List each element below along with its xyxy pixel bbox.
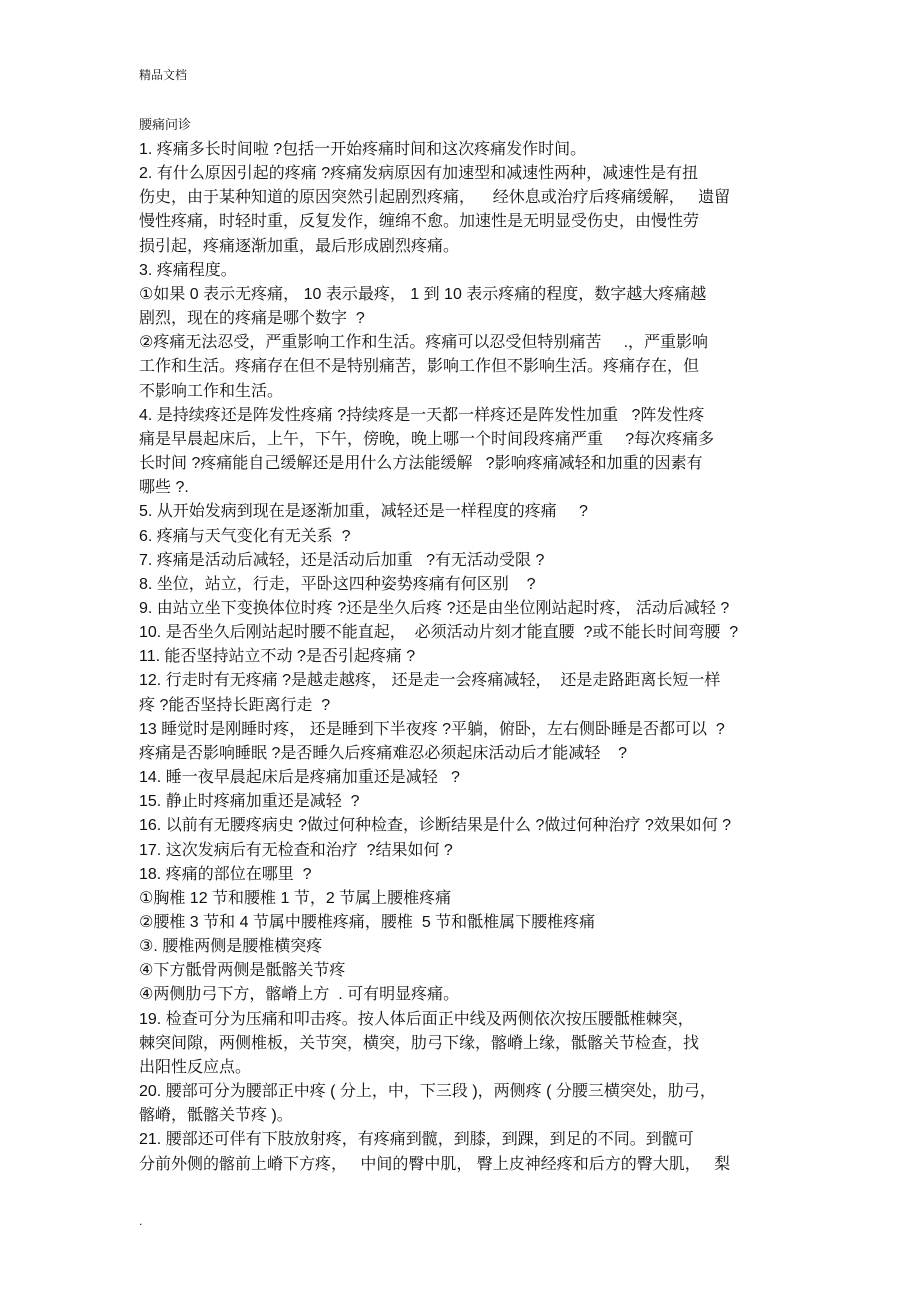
text-line: 13 睡觉时是刚睡时疼， 还是睡到下半夜疼 ?平躺，俯卧，左右侧卧睡是否都可以 ? xyxy=(139,720,725,738)
text-line: 9. 由站立坐下变换体位时疼 ?还是坐久后疼 ?还是由坐位刚站起时疼， 活动后减轻 ? xyxy=(139,599,730,617)
text-line: 不影响工作和生活。 xyxy=(139,382,284,400)
text-line: 剧烈，现在的疼痛是哪个数字 ? xyxy=(139,310,365,328)
text-line: 1. 疼痛多长时间啦 ?包括一开始疼痛时间和这次疼痛发作时间。 xyxy=(139,141,587,158)
page-header: 精品文档 xyxy=(139,68,188,82)
text-line: 21. 腰部还可伴有下肢放射疼，有疼痛到髋，到膝，到踝，到足的不同。到髋可 xyxy=(139,1131,694,1149)
text-line: 18. 疼痛的部位在哪里 ? xyxy=(139,865,312,883)
text-line: 14. 睡一夜早晨起床后是疼痛加重还是减轻 ? xyxy=(139,769,460,787)
text-line: 长时间 ?疼痛能自己缓解还是用什么方法能缓解 ?影响疼痛减轻和加重的因素有 xyxy=(139,455,703,473)
text-line: 8. 坐位，站立，行走，平卧这四种姿势疼痛有何区别 ? xyxy=(139,575,536,593)
text-line: 疼痛是否影响睡眠 ?是否睡久后疼痛难忍必须起床活动后才能减轻 ? xyxy=(139,744,628,762)
text-line: ①如果 0 表示无疼痛， 10 表示最疼， 1 到 10 表示疼痛的程度，数字越大疼痛越 xyxy=(139,285,707,303)
text-line: 19. 检查可分为压痛和叩击疼。按人体后面正中线及两侧依次按压腰骶椎棘突， xyxy=(139,1010,694,1028)
text-line: 10. 是否坐久后刚站起时腰不能直起， 必须活动片刻才能直腰 ?或不能长时间弯腰 ? xyxy=(139,624,739,642)
text-line: 12. 行走时有无疼痛 ?是越走越疼， 还是走一会疼痛减轻， 还是走路距离长短一样 xyxy=(139,672,721,690)
text-line: 棘突间隙，两侧椎板，关节突，横突，肋弓下缘，髂嵴上缘，骶髂关节检查，找 xyxy=(139,1034,700,1052)
text-line: 慢性疼痛，时轻时重，反复发作，缠绵不愈。加速性是无明显受伤史，由慢性劳 xyxy=(139,213,700,231)
text-line: 工作和生活。疼痛存在但不是特别痛苦，影响工作但不影响生活。疼痛存在，但 xyxy=(139,358,700,376)
text-line: ②腰椎 3 节和 4 节属中腰椎疼痛，腰椎 5 节和骶椎属下腰椎疼痛 xyxy=(139,914,596,931)
text-line: 痛是早晨起床后，上午，下午，傍晚，晚上哪一个时间段疼痛严重 ?每次疼痛多 xyxy=(139,430,715,448)
text-line: 损引起，疼痛逐渐加重，最后形成剧烈疼痛。 xyxy=(139,237,460,255)
text-line: ③. 腰椎两侧是腰椎横突疼 xyxy=(139,938,323,956)
text-line: 3. 疼痛程度。 xyxy=(139,261,237,279)
text-line: 16. 以前有无腰疼病史 ?做过何种检查，诊断结果是什么 ?做过何种治疗 ?效果如何 ? xyxy=(139,817,732,835)
text-line: 20. 腰部可分为腰部正中疼 ( 分上，中，下三段 )，两侧疼 ( 分腰三横突处，肋弓， xyxy=(139,1083,716,1101)
text-line: 17. 这次发病后有无检查和治疗 ?结果如何 ? xyxy=(139,841,453,859)
page-footer-mark: . xyxy=(139,1214,143,1228)
text-line: 15. 静止时疼痛加重还是减轻 ? xyxy=(139,793,360,811)
text-line: 7. 疼痛是活动后减轻，还是活动后加重 ?有无活动受限 ? xyxy=(139,551,545,569)
text-line: ①胸椎 12 节和腰椎 1 节，2 节属上腰椎疼痛 xyxy=(139,889,452,907)
text-line: 11. 能否坚持站立不动 ?是否引起疼痛 ? xyxy=(139,648,416,666)
text-line: 疼 ?能否坚持长距离行走 ? xyxy=(139,696,331,714)
text-line: ②疼痛无法忍受，严重影响工作和生活。疼痛可以忍受但特别痛苦 .，严重影响 xyxy=(139,334,709,352)
text-line: 4. 是持续疼还是阵发性疼痛 ?持续疼是一天都一样疼还是阵发性加重 ?阵发性疼 xyxy=(139,406,705,424)
text-line: 髂嵴，骶髂关节疼 )。 xyxy=(139,1107,293,1125)
text-line: 哪些 ?. xyxy=(139,479,189,497)
text-line: 分前外侧的髂前上嵴下方疼， 中间的臀中肌， 臀上皮神经疼和后方的臀大肌， 梨 xyxy=(139,1155,731,1173)
text-line: ④两侧肋弓下方，髂嵴上方 . 可有明显疼痛。 xyxy=(139,986,460,1004)
text-line: 6. 疼痛与天气变化有无关系 ? xyxy=(139,527,351,545)
document-title: 腰痛问诊 xyxy=(139,117,192,132)
text-line: 伤史，由于某种知道的原因突然引起剧烈疼痛， 经休息或治疗后疼痛缓解， 遗留 xyxy=(139,189,731,207)
text-line: 2. 有什么原因引起的疼痛 ?疼痛发病原因有加速型和减速性两种，减速性是有扭 xyxy=(139,165,699,183)
text-line: 5. 从开始发病到现在是逐渐加重，减轻还是一样程度的疼痛 ? xyxy=(139,503,588,521)
document-body xyxy=(139,138,738,1177)
text-line: 出阳性反应点。 xyxy=(139,1058,252,1076)
text-line: ④下方骶骨两侧是骶髂关节疼 xyxy=(139,962,346,980)
